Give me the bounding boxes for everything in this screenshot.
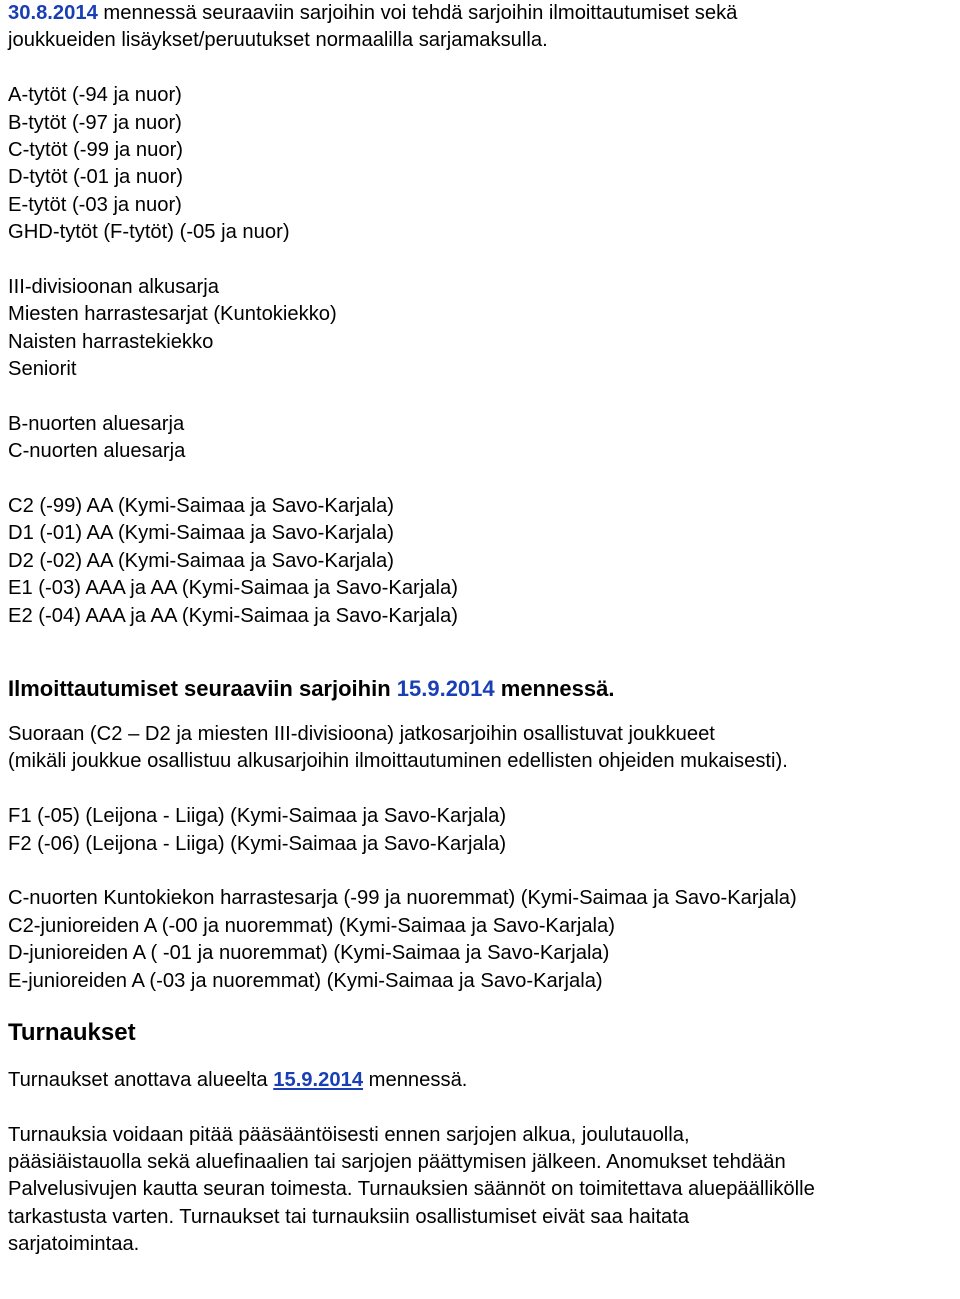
list-item: C-nuorten Kuntokiekon harrastesarja (-99 ja nuoremmat) (Kymi-Saimaa ja Savo-Karjala)	[8, 887, 797, 910]
spacer	[8, 776, 958, 803]
list-item: E2 (-04) AAA ja AA (Kymi-Saimaa ja Savo-Karjala)	[8, 604, 458, 627]
spacer	[8, 55, 958, 82]
spacer	[8, 383, 958, 410]
list-item: F1 (-05) (Leijona - Liiga) (Kymi-Saimaa ja Savo-Karjala)	[8, 805, 507, 828]
list-item: Miesten harrastesarjat (Kuntokiekko)	[8, 303, 337, 326]
series-list-regional	[8, 411, 958, 466]
list-item: F2 (-06) (Leijona - Liiga) (Kymi-Saimaa ja Savo-Karjala)	[8, 832, 507, 855]
spacer	[8, 704, 958, 721]
list-item: III-divisioonan alkusarja	[8, 275, 219, 298]
list-item: B-nuorten aluesarja	[8, 412, 185, 435]
spacer	[8, 1053, 958, 1067]
list-item: D2 (-02) AA (Kymi-Saimaa ja Savo-Karjala)	[8, 549, 394, 572]
document	[8, 0, 958, 1259]
paragraph-line: Palvelusivujen kautta seuran toimesta. Turnauksien säännöt on toimitettava aluepäällikölle	[8, 1178, 815, 1201]
list-item: D-junioreiden A ( -01 ja nuoremmat) (Kymi-Saimaa ja Savo-Karjala)	[8, 942, 610, 965]
list-item: C2-junioreiden A (-00 ja nuoremmat) (Kymi-Saimaa ja Savo-Karjala)	[8, 914, 615, 937]
series-list-a-juniors	[8, 885, 958, 995]
paragraph-line: pääsiäistauolla sekä aluefinaalien tai sarjojen päättymisen jälkeen. Anomukset tehdään	[8, 1151, 786, 1174]
intro-line-1	[8, 0, 958, 27]
paragraph-line: sarjatoimintaa.	[8, 1233, 140, 1256]
intro-paragraph	[8, 0, 958, 55]
spacer	[8, 1094, 958, 1121]
series-list-f-juniors	[8, 803, 958, 858]
list-item: B-tytöt (-97 ja nuor)	[8, 111, 182, 134]
heading-date: 15.9.2014	[396, 675, 495, 701]
direct-entry-note	[8, 721, 958, 776]
list-item: Naisten harrastekiekko	[8, 330, 214, 353]
section-heading-registration	[8, 674, 958, 704]
spacer	[8, 858, 958, 885]
list-item: C2 (-99) AA (Kymi-Saimaa ja Savo-Karjala)	[8, 495, 394, 518]
series-list-girls	[8, 82, 958, 246]
note-line-2: (mikäli joukkue osallistuu alkusarjoihin ilmoittautuminen edellisten ohjeiden mukaisesti).	[8, 750, 788, 773]
list-item: E-tytöt (-03 ja nuor)	[8, 193, 182, 216]
list-item: A-tytöt (-94 ja nuor)	[8, 84, 182, 107]
tournament-deadline	[8, 1067, 958, 1094]
list-item: E-junioreiden A (-03 ja nuoremmat) (Kymi-Saimaa ja Savo-Karjala)	[8, 969, 603, 992]
deadline-text: Turnaukset anottava alueelta	[8, 1068, 274, 1091]
list-item: D1 (-01) AA (Kymi-Saimaa ja Savo-Karjala)	[8, 522, 394, 545]
series-list-adults	[8, 274, 958, 384]
spacer	[8, 630, 958, 674]
deadline-text-end: mennessä.	[363, 1068, 468, 1091]
spacer	[8, 995, 958, 1013]
intro-date: 30.8.2014	[8, 2, 98, 24]
intro-text: mennessä seuraaviin sarjoihin voi tehdä sarjoihin ilmoittautumiset sekä	[97, 2, 738, 24]
list-item: E1 (-03) AAA ja AA (Kymi-Saimaa ja Savo-Karjala)	[8, 577, 458, 600]
list-item: GHD-tytöt (F-tytöt) (-05 ja nuor)	[8, 221, 290, 244]
spacer	[8, 466, 958, 493]
intro-line-2: joukkueiden lisäykset/peruutukset normaalilla sarjamaksulla.	[8, 29, 548, 52]
list-item: C-tytöt (-99 ja nuor)	[8, 138, 184, 161]
list-item: C-nuorten aluesarja	[8, 440, 186, 463]
deadline-date: 15.9.2014	[273, 1068, 364, 1091]
tournament-paragraph	[8, 1122, 958, 1259]
spacer	[8, 247, 958, 274]
heading-text: Ilmoittautumiset seuraaviin sarjoihin	[8, 675, 397, 701]
paragraph-line: Turnauksia voidaan pitää pääsääntöisesti ennen sarjojen alkua, joulutauolla,	[8, 1123, 690, 1146]
paragraph-line: tarkastusta varten. Turnaukset tai turnauksiin osallistumiset eivät saa haitata	[8, 1205, 690, 1228]
list-item: D-tytöt (-01 ja nuor)	[8, 166, 184, 189]
series-list-juniors	[8, 493, 958, 630]
heading-text-end: mennessä.	[494, 675, 615, 701]
note-line-1: Suoraan (C2 – D2 ja miesten III-divisioona) jatkosarjoihin osallistuvat joukkueet	[8, 722, 715, 745]
list-item: Seniorit	[8, 358, 77, 381]
section-heading-tournaments: Turnaukset	[8, 1018, 136, 1046]
